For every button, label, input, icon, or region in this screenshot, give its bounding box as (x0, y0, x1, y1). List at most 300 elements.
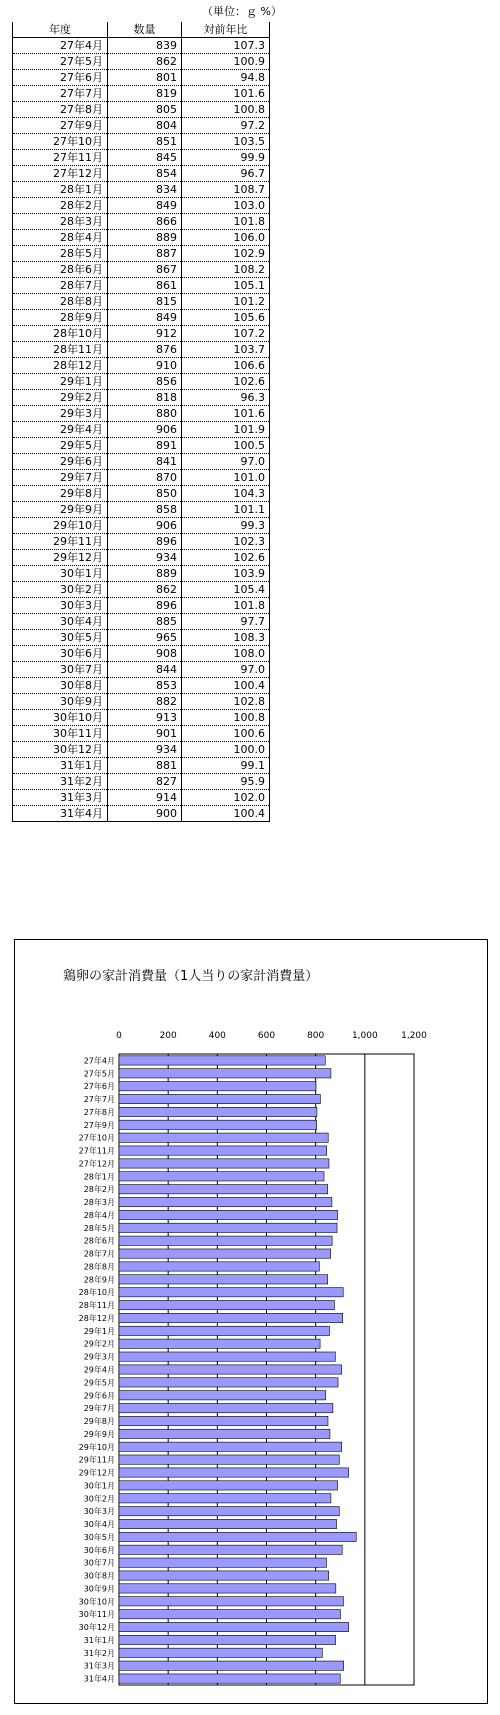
category-label: 29年7月 (83, 1404, 115, 1414)
row-yoy-ratio: 99.9 (182, 150, 270, 166)
row-yoy-ratio: 97.0 (182, 662, 270, 678)
row-yoy-ratio: 100.5 (182, 438, 270, 454)
row-quantity: 896 (108, 534, 182, 550)
category-label: 31年3月 (83, 1661, 115, 1671)
table-row (13, 182, 270, 198)
row-period: 29年1月 (13, 374, 108, 390)
row-yoy-ratio: 100.8 (182, 710, 270, 726)
row-yoy-ratio: 100.6 (182, 726, 270, 742)
bar (119, 1674, 340, 1683)
row-period: 30年5月 (13, 630, 108, 646)
category-label: 30年10月 (78, 1597, 115, 1607)
category-label: 28年6月 (83, 1236, 115, 1246)
row-quantity: 856 (108, 374, 182, 390)
row-quantity: 815 (108, 294, 182, 310)
unit-note: （単位：ｇ %） (202, 5, 282, 18)
table-row (13, 582, 270, 598)
row-period: 27年8月 (13, 102, 108, 118)
row-quantity: 866 (108, 214, 182, 230)
table-row (13, 54, 270, 70)
category-label: 30年11月 (78, 1610, 115, 1620)
row-quantity: 805 (108, 102, 182, 118)
category-label: 28年4月 (83, 1210, 115, 1220)
header-period: 年度 (13, 22, 108, 38)
category-label: 28年9月 (83, 1275, 115, 1285)
category-label: 31年4月 (83, 1674, 115, 1684)
table-row (13, 70, 270, 86)
row-quantity: 834 (108, 182, 182, 198)
row-yoy-ratio: 102.6 (182, 374, 270, 390)
bar (119, 1133, 328, 1142)
bar (119, 1661, 344, 1670)
category-label: 28年7月 (83, 1249, 115, 1259)
row-period: 31年3月 (13, 790, 108, 806)
bar (119, 1494, 331, 1503)
table-row (13, 726, 270, 742)
row-yoy-ratio: 100.4 (182, 806, 270, 822)
table-row (13, 806, 270, 822)
row-period: 29年5月 (13, 438, 108, 454)
table-row (13, 614, 270, 630)
bar (119, 1481, 338, 1490)
header-yoy-ratio: 対前年比 (182, 22, 270, 38)
row-period: 29年8月 (13, 486, 108, 502)
row-period: 30年4月 (13, 614, 108, 630)
table-row (13, 438, 270, 454)
row-yoy-ratio: 101.6 (182, 86, 270, 102)
category-label: 29年5月 (83, 1378, 115, 1388)
table-row (13, 310, 270, 326)
row-quantity: 876 (108, 342, 182, 358)
bar (119, 1391, 326, 1400)
category-label: 27年11月 (78, 1146, 115, 1156)
bar (119, 1519, 337, 1528)
row-quantity: 850 (108, 486, 182, 502)
category-label: 29年12月 (78, 1468, 115, 1478)
table-row (13, 742, 270, 758)
row-quantity: 896 (108, 598, 182, 614)
bar-chart (15, 940, 487, 1703)
consumption-table (12, 22, 270, 822)
table-row (13, 598, 270, 614)
row-quantity: 900 (108, 806, 182, 822)
category-label: 30年9月 (83, 1584, 115, 1594)
bar (119, 1107, 317, 1116)
row-yoy-ratio: 100.4 (182, 678, 270, 694)
row-period: 30年9月 (13, 694, 108, 710)
row-period: 29年2月 (13, 390, 108, 406)
bar (119, 1210, 338, 1219)
bar (119, 1571, 329, 1580)
row-quantity: 849 (108, 310, 182, 326)
bar (119, 1416, 328, 1425)
table-row (13, 118, 270, 134)
bar (119, 1236, 332, 1245)
row-quantity: 906 (108, 518, 182, 534)
table-row (13, 422, 270, 438)
row-quantity: 889 (108, 230, 182, 246)
row-quantity: 880 (108, 406, 182, 422)
row-period: 27年11月 (13, 150, 108, 166)
row-yoy-ratio: 102.6 (182, 550, 270, 566)
row-period: 29年4月 (13, 422, 108, 438)
row-period: 31年2月 (13, 774, 108, 790)
row-period: 28年6月 (13, 262, 108, 278)
table-header-row (13, 22, 270, 38)
row-quantity: 841 (108, 454, 182, 470)
table-row (13, 214, 270, 230)
x-tick-label: 600 (257, 1031, 276, 1041)
category-label: 28年2月 (83, 1185, 115, 1195)
row-quantity: 849 (108, 198, 182, 214)
category-label: 28年10月 (78, 1288, 115, 1298)
table-row (13, 198, 270, 214)
chart-frame (14, 939, 488, 1704)
bar (119, 1288, 343, 1297)
row-period: 28年8月 (13, 294, 108, 310)
category-label: 29年3月 (83, 1352, 115, 1362)
bar (119, 1404, 333, 1413)
category-label: 28年12月 (78, 1313, 115, 1323)
category-label: 30年3月 (83, 1507, 115, 1517)
table-row (13, 86, 270, 102)
row-period: 29年11月 (13, 534, 108, 550)
row-period: 29年6月 (13, 454, 108, 470)
x-tick-label: 1,000 (351, 1031, 378, 1041)
category-label: 30年2月 (83, 1494, 115, 1504)
table-row (13, 630, 270, 646)
x-tick-label: 400 (208, 1031, 226, 1041)
row-yoy-ratio: 108.0 (182, 646, 270, 662)
bar (119, 1197, 332, 1206)
table-row (13, 358, 270, 374)
category-label: 27年9月 (83, 1120, 115, 1130)
row-period: 30年2月 (13, 582, 108, 598)
row-period: 27年7月 (13, 86, 108, 102)
row-yoy-ratio: 103.5 (182, 134, 270, 150)
row-yoy-ratio: 108.7 (182, 182, 270, 198)
row-period: 27年6月 (13, 70, 108, 86)
bar (119, 1146, 327, 1155)
table-row (13, 38, 270, 54)
row-period: 28年1月 (13, 182, 108, 198)
row-quantity: 914 (108, 790, 182, 806)
row-quantity: 901 (108, 726, 182, 742)
category-label: 30年4月 (83, 1520, 115, 1530)
category-label: 30年5月 (83, 1532, 115, 1542)
category-label: 27年8月 (83, 1107, 115, 1117)
bar (119, 1249, 331, 1258)
row-yoy-ratio: 100.0 (182, 742, 270, 758)
row-yoy-ratio: 105.6 (182, 310, 270, 326)
table-row (13, 710, 270, 726)
row-quantity: 861 (108, 278, 182, 294)
row-quantity: 853 (108, 678, 182, 694)
row-yoy-ratio: 106.6 (182, 358, 270, 374)
row-quantity: 819 (108, 86, 182, 102)
table-row (13, 102, 270, 118)
row-yoy-ratio: 101.9 (182, 422, 270, 438)
row-quantity: 906 (108, 422, 182, 438)
row-yoy-ratio: 96.3 (182, 390, 270, 406)
bar (119, 1120, 317, 1129)
row-quantity: 882 (108, 694, 182, 710)
row-quantity: 862 (108, 54, 182, 70)
category-label: 29年2月 (83, 1339, 115, 1349)
table-row (13, 646, 270, 662)
row-quantity: 881 (108, 758, 182, 774)
table-row (13, 518, 270, 534)
row-period: 27年9月 (13, 118, 108, 134)
table-row (13, 150, 270, 166)
row-period: 30年6月 (13, 646, 108, 662)
row-period: 30年3月 (13, 598, 108, 614)
category-label: 28年11月 (78, 1301, 115, 1311)
bar (119, 1610, 341, 1619)
bar (119, 1597, 343, 1606)
row-yoy-ratio: 96.7 (182, 166, 270, 182)
category-label: 30年6月 (83, 1545, 115, 1555)
row-yoy-ratio: 97.2 (182, 118, 270, 134)
row-yoy-ratio: 97.0 (182, 454, 270, 470)
row-period: 28年7月 (13, 278, 108, 294)
bar (119, 1532, 356, 1541)
category-label: 28年1月 (83, 1172, 115, 1182)
row-yoy-ratio: 103.9 (182, 566, 270, 582)
category-label: 31年2月 (83, 1648, 115, 1658)
row-period: 28年12月 (13, 358, 108, 374)
row-quantity: 844 (108, 662, 182, 678)
category-label: 28年3月 (83, 1198, 115, 1208)
row-yoy-ratio: 95.9 (182, 774, 270, 790)
category-label: 29年6月 (83, 1391, 115, 1401)
row-period: 30年7月 (13, 662, 108, 678)
row-quantity: 854 (108, 166, 182, 182)
table-row (13, 470, 270, 486)
table-row (13, 278, 270, 294)
row-period: 28年3月 (13, 214, 108, 230)
category-label: 27年7月 (83, 1095, 115, 1105)
row-yoy-ratio: 101.2 (182, 294, 270, 310)
row-yoy-ratio: 94.8 (182, 70, 270, 86)
table-row (13, 534, 270, 550)
x-tick-label: 1,200 (401, 1031, 427, 1041)
bar (119, 1455, 339, 1464)
row-yoy-ratio: 102.0 (182, 790, 270, 806)
category-label: 29年8月 (83, 1417, 115, 1427)
table-row (13, 694, 270, 710)
bar (119, 1648, 322, 1657)
bar (119, 1262, 319, 1271)
row-period: 28年9月 (13, 310, 108, 326)
row-period: 30年10月 (13, 710, 108, 726)
category-label: 27年4月 (83, 1056, 115, 1066)
row-period: 29年10月 (13, 518, 108, 534)
row-quantity: 804 (108, 118, 182, 134)
row-yoy-ratio: 99.1 (182, 758, 270, 774)
row-period: 31年4月 (13, 806, 108, 822)
row-yoy-ratio: 104.3 (182, 486, 270, 502)
bar (119, 1069, 331, 1078)
row-period: 27年10月 (13, 134, 108, 150)
bar (119, 1056, 325, 1065)
bar (119, 1545, 342, 1554)
category-label: 30年12月 (78, 1623, 115, 1633)
bar (119, 1378, 338, 1387)
row-period: 27年12月 (13, 166, 108, 182)
table-row (13, 678, 270, 694)
row-yoy-ratio: 100.8 (182, 102, 270, 118)
bar (119, 1094, 320, 1103)
row-yoy-ratio: 101.8 (182, 598, 270, 614)
row-yoy-ratio: 101.8 (182, 214, 270, 230)
row-period: 28年11月 (13, 342, 108, 358)
row-yoy-ratio: 103.0 (182, 198, 270, 214)
row-yoy-ratio: 107.3 (182, 38, 270, 54)
row-yoy-ratio: 105.4 (182, 582, 270, 598)
chart-title: 鶏卵の家計消費量（1人当りの家計消費量） (63, 969, 319, 984)
table-row (13, 374, 270, 390)
bar (119, 1275, 328, 1284)
bar (119, 1507, 339, 1516)
table-row (13, 662, 270, 678)
table-row (13, 790, 270, 806)
category-label: 29年4月 (83, 1365, 115, 1375)
row-quantity: 908 (108, 646, 182, 662)
row-period: 27年4月 (13, 38, 108, 54)
bar (119, 1429, 330, 1438)
table-row (13, 502, 270, 518)
row-period: 27年5月 (13, 54, 108, 70)
row-period: 30年11月 (13, 726, 108, 742)
row-yoy-ratio: 102.8 (182, 694, 270, 710)
row-quantity: 845 (108, 150, 182, 166)
row-quantity: 827 (108, 774, 182, 790)
table-row (13, 294, 270, 310)
header-quantity: 数量 (108, 22, 182, 38)
bar (119, 1635, 336, 1644)
category-label: 30年8月 (83, 1571, 115, 1581)
row-period: 31年1月 (13, 758, 108, 774)
bar (119, 1584, 336, 1593)
row-quantity: 858 (108, 502, 182, 518)
row-period: 28年5月 (13, 246, 108, 262)
row-period: 28年4月 (13, 230, 108, 246)
row-period: 29年3月 (13, 406, 108, 422)
table-row (13, 246, 270, 262)
row-period: 29年12月 (13, 550, 108, 566)
row-yoy-ratio: 103.7 (182, 342, 270, 358)
bar (119, 1442, 342, 1451)
bar (119, 1313, 343, 1322)
category-label: 30年7月 (83, 1558, 115, 1568)
row-yoy-ratio: 99.3 (182, 518, 270, 534)
category-label: 31年1月 (83, 1635, 115, 1645)
row-quantity: 870 (108, 470, 182, 486)
row-yoy-ratio: 101.6 (182, 406, 270, 422)
bar (119, 1300, 334, 1309)
bar (119, 1082, 316, 1091)
row-quantity: 913 (108, 710, 182, 726)
row-yoy-ratio: 97.7 (182, 614, 270, 630)
category-label: 27年5月 (83, 1069, 115, 1079)
bar (119, 1172, 324, 1181)
table-row (13, 758, 270, 774)
category-label: 30年1月 (83, 1481, 115, 1491)
row-yoy-ratio: 101.0 (182, 470, 270, 486)
row-yoy-ratio: 102.9 (182, 246, 270, 262)
bar (119, 1558, 326, 1567)
row-period: 30年12月 (13, 742, 108, 758)
row-quantity: 891 (108, 438, 182, 454)
x-tick-label: 800 (307, 1031, 325, 1041)
row-period: 29年9月 (13, 502, 108, 518)
row-period: 28年10月 (13, 326, 108, 342)
x-tick-label: 200 (159, 1031, 177, 1041)
row-quantity: 885 (108, 614, 182, 630)
row-yoy-ratio: 102.3 (182, 534, 270, 550)
table-row (13, 486, 270, 502)
category-label: 29年10月 (78, 1442, 115, 1452)
row-quantity: 801 (108, 70, 182, 86)
category-label: 27年12月 (78, 1159, 115, 1169)
table-row (13, 454, 270, 470)
bar (119, 1185, 328, 1194)
row-yoy-ratio: 106.0 (182, 230, 270, 246)
row-quantity: 934 (108, 742, 182, 758)
x-tick-label: 0 (116, 1031, 122, 1041)
table-row (13, 774, 270, 790)
row-quantity: 887 (108, 246, 182, 262)
row-yoy-ratio: 108.2 (182, 262, 270, 278)
row-yoy-ratio: 108.3 (182, 630, 270, 646)
category-label: 29年1月 (83, 1326, 115, 1336)
row-quantity: 818 (108, 390, 182, 406)
row-yoy-ratio: 100.9 (182, 54, 270, 70)
category-label: 27年10月 (78, 1133, 115, 1143)
table-row (13, 566, 270, 582)
category-label: 29年9月 (83, 1429, 115, 1439)
bar (119, 1622, 349, 1631)
row-yoy-ratio: 101.1 (182, 502, 270, 518)
row-period: 29年7月 (13, 470, 108, 486)
row-yoy-ratio: 107.2 (182, 326, 270, 342)
table-row (13, 166, 270, 182)
row-period: 30年8月 (13, 678, 108, 694)
bar (119, 1159, 329, 1168)
bar (119, 1326, 329, 1335)
table-row (13, 550, 270, 566)
row-period: 30年1月 (13, 566, 108, 582)
row-quantity: 867 (108, 262, 182, 278)
table-row (13, 342, 270, 358)
bar (119, 1365, 342, 1374)
row-quantity: 965 (108, 630, 182, 646)
bar (119, 1468, 349, 1477)
row-quantity: 910 (108, 358, 182, 374)
row-quantity: 934 (108, 550, 182, 566)
table-row (13, 262, 270, 278)
row-quantity: 912 (108, 326, 182, 342)
category-label: 28年8月 (83, 1262, 115, 1272)
bar (119, 1339, 320, 1348)
row-quantity: 839 (108, 38, 182, 54)
bar (119, 1223, 337, 1232)
table-row (13, 390, 270, 406)
table-row (13, 406, 270, 422)
row-quantity: 862 (108, 582, 182, 598)
table-row (13, 326, 270, 342)
